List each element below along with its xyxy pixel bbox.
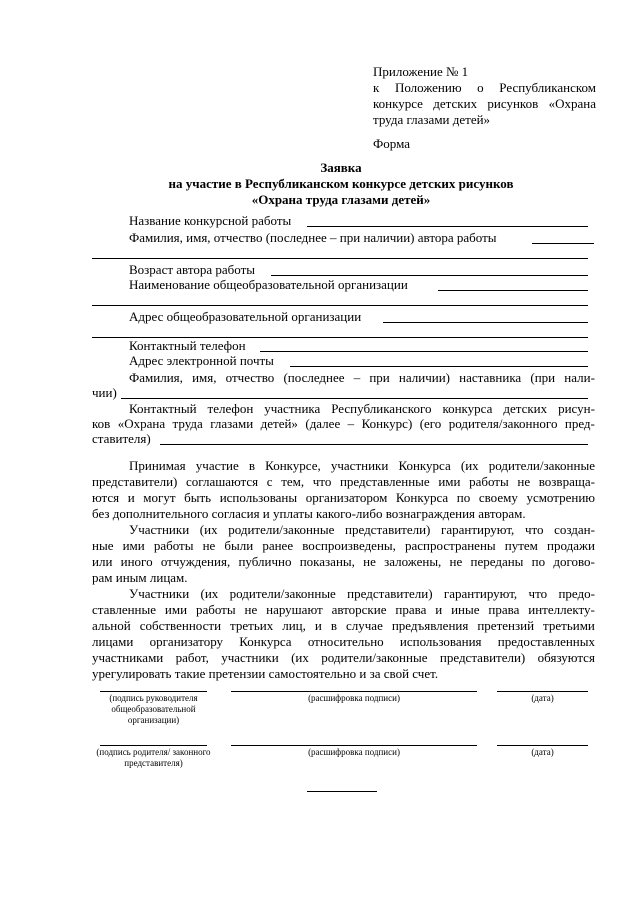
decode-signature-line-2[interactable] [231,745,477,746]
word: телефон [207,401,254,416]
word: детей» [260,416,298,431]
word: имя, [192,370,217,385]
date-line-2[interactable] [497,745,588,746]
field-org-name-input-cont[interactable] [92,305,588,306]
word: иные [451,602,480,617]
appendix-line-2 [373,80,596,96]
word: «Охрана [548,96,596,111]
word: могут [143,490,176,505]
word: случае [346,618,383,633]
word: догово- [553,554,595,569]
word: – [353,370,361,385]
word: гарантируют, [441,522,515,537]
word: конкурса [442,401,493,416]
word: Конкурсе, [265,458,321,473]
word: авторские [331,602,387,617]
word: родители/законные [228,522,335,537]
word: Республиканском [499,80,596,95]
word: не [202,538,216,553]
date-caption-2: (дата) [531,747,554,757]
word: участие [195,458,239,473]
paragraph-1-line-1 [129,458,595,474]
word: представители) [345,522,431,537]
word: представители) [439,650,526,665]
word: не [363,554,376,569]
word: и [127,490,135,505]
word: предо- [558,586,595,601]
paragraph-2-line-1 [129,522,595,538]
word: труда [172,416,203,431]
paragraph-3-line-2 [92,602,595,618]
word: глазами [210,416,254,431]
word: представленные [339,474,430,489]
word: о [477,80,484,95]
word: были [224,538,254,553]
word: (далее [305,416,341,431]
word: воспроизведены, [302,538,396,553]
word: использованы [219,490,298,505]
word: работы [469,474,509,489]
word: не [517,474,531,489]
field-email-label: Адрес электронной почты [129,353,274,368]
title-line-2: на участие в Республиканском конкурсе детских рисунков [168,176,514,191]
word: обязуются [537,650,595,665]
word: организатором [305,490,388,505]
field-email-input[interactable] [290,366,588,367]
head-signature-caption: (подпись руководителя общеобразовательной организации) [109,693,198,725]
paragraph-3-line-6: урегулировать такие претензии самостоятельно и за свой счет. [92,666,439,681]
word: конкурсе [373,96,423,111]
field-mentor-label [129,370,595,386]
word: Конкурс) [361,416,413,431]
paragraph-2-line-4: рам иным лицам. [92,570,188,585]
word: альной [92,618,131,633]
field-participant-phone-label-2 [92,416,595,432]
word: работ, [175,650,209,665]
word: ими [122,538,145,553]
field-author-age-input[interactable] [271,275,588,276]
word: путем [504,538,538,553]
word: (их [200,586,219,601]
field-org-name-label: Наименование общеобразовательной организации [129,277,408,292]
head-signature-line[interactable] [100,691,207,692]
word: отчуждения, [160,554,231,569]
field-author-name-label: Фамилия, имя, отчество (последнее – при наличии) автора работы [129,230,497,245]
word: родители/законные [488,458,595,473]
word: и [435,602,443,617]
word: переданы [470,554,524,569]
word: (его [419,416,442,431]
word: создан- [554,522,595,537]
word: ные [92,538,114,553]
field-org-address-input[interactable] [383,322,588,323]
word: родителя/законного [448,416,558,431]
word: не [244,602,258,617]
word: усмотрению [526,490,595,505]
word: – [347,416,355,431]
word: работы [195,602,236,617]
word: публично [238,554,292,569]
word: участника [264,401,321,416]
word: по [456,490,471,505]
paragraph-2-line-2 [92,538,595,554]
word: претензий [477,618,535,633]
word: представители) [347,586,433,601]
closing-rule [307,791,377,792]
field-work-title-input[interactable] [307,226,588,227]
word: (при [530,370,556,385]
word: ставленные [92,602,157,617]
word: нали- [564,370,595,385]
parent-signature-line[interactable] [100,745,207,746]
date-line-1[interactable] [497,691,588,692]
paragraph-1-line-2 [92,474,595,490]
word: (их [199,522,218,537]
title-line-3: «Охрана труда глазами детей» [251,192,431,207]
word: права [488,602,520,617]
word: наставника [459,370,522,385]
word: при [369,370,390,385]
field-author-name-input[interactable] [532,243,594,244]
appendix-line-1: Приложение № 1 [373,64,469,79]
word: детских [503,401,548,416]
word: (их [291,650,309,665]
field-participant-phone-label-3: ставителя) [92,431,151,446]
word: продажи [547,538,595,553]
word: участники [330,458,389,473]
paragraph-3-line-5 [92,650,595,666]
field-phone-input[interactable] [260,351,588,352]
word: собственности [139,618,222,633]
word: быть [184,490,212,505]
word: детских [433,96,478,111]
field-work-title-label: Название конкурсной работы [129,213,292,228]
word: заложены, [384,554,442,569]
field-org-address-label: Адрес общеобразовательной организации [129,309,362,324]
word: нарушают [266,602,323,617]
paragraph-2-line-3 [92,554,595,570]
word: третьих [230,618,274,633]
word: не [449,554,463,569]
word: тем, [281,474,305,489]
word: Участники [129,522,190,537]
word: к [373,80,380,95]
word: лицами [92,634,134,649]
word: распространены [405,538,496,553]
word: ранее [262,538,294,553]
word: участниками [92,650,164,665]
decode-signature-caption-2: (расшифровка подписи) [308,747,400,757]
word: участники [221,650,279,665]
word: своему [478,490,518,505]
word: относительно [307,634,384,649]
field-org-name-input[interactable] [438,290,588,291]
word: работы [153,538,194,553]
word: в [248,458,256,473]
word: по [531,554,546,569]
word: Принимая [129,458,186,473]
word: отчество [225,370,275,385]
word: предоставленных [497,634,595,649]
word: наличии) [398,370,450,385]
paragraph-3-line-4 [92,634,595,650]
word: права [395,602,427,617]
word: с [266,474,273,489]
word: и [314,618,322,633]
word: организатору [149,634,224,649]
paragraph-1-line-3 [92,490,595,506]
word: «Охрана [117,416,166,431]
paragraph-3-line-1 [129,586,595,602]
word: родители/законные [321,650,428,665]
title-line-1: Заявка [320,160,362,175]
appendix-line-3 [373,96,596,112]
appendix-line-4: труда глазами детей» [373,112,491,127]
word: (последнее [283,370,345,385]
word: представители) [92,474,178,489]
decode-signature-caption-1: (расшифровка подписи) [308,693,400,703]
field-phone-label: Контактный телефон [129,338,246,353]
word: Конкурса [239,634,292,649]
word: ими [164,602,188,617]
field-author-name-input-cont[interactable] [92,258,588,259]
word: Республиканского [331,401,432,416]
date-caption-1: (дата) [531,693,554,703]
decode-signature-line-1[interactable] [231,691,477,692]
word: ются [92,490,120,505]
word: Конкурса [398,458,451,473]
word: лиц, [282,618,306,633]
word: пред- [564,416,595,431]
paragraph-1-line-4: без дополнительного согласия и уплаты какого-либо вознаграждения авторам. [92,506,526,521]
word: возвраща- [538,474,595,489]
word: использования [399,634,482,649]
word: что [524,522,544,537]
word: предъявления [391,618,469,633]
word: Контактный [129,401,197,416]
word: гарантируют, [443,586,518,601]
word: Конкурса [395,490,449,505]
field-author-age-label: Возраст автора работы [129,262,256,277]
word: или [92,554,113,569]
word: Участники [129,586,190,601]
parent-signature-caption: (подпись родителя/ законного представителя) [96,747,211,768]
word: Фамилия, [129,370,183,385]
word: что [312,474,332,489]
word: рисун- [558,401,595,416]
field-mentor-label-cont: чии) [92,385,117,400]
word: ими [438,474,461,489]
word: Положению [394,80,462,95]
field-mentor-input[interactable] [121,398,588,399]
word: (их [460,458,479,473]
word: рисунков [487,96,539,111]
word: соглашаются [186,474,259,489]
word: показаны, [299,554,355,569]
paragraph-3-line-3 [92,618,595,634]
word: в [330,618,337,633]
field-participant-phone-input[interactable] [160,444,588,445]
word: интеллекту- [528,602,595,617]
field-participant-phone-label [129,401,595,417]
form-label: Форма [373,136,410,151]
word: ков [92,416,111,431]
word: иного [120,554,153,569]
word: что [528,586,548,601]
word: родители/законные [229,586,336,601]
word: третьими [543,618,595,633]
